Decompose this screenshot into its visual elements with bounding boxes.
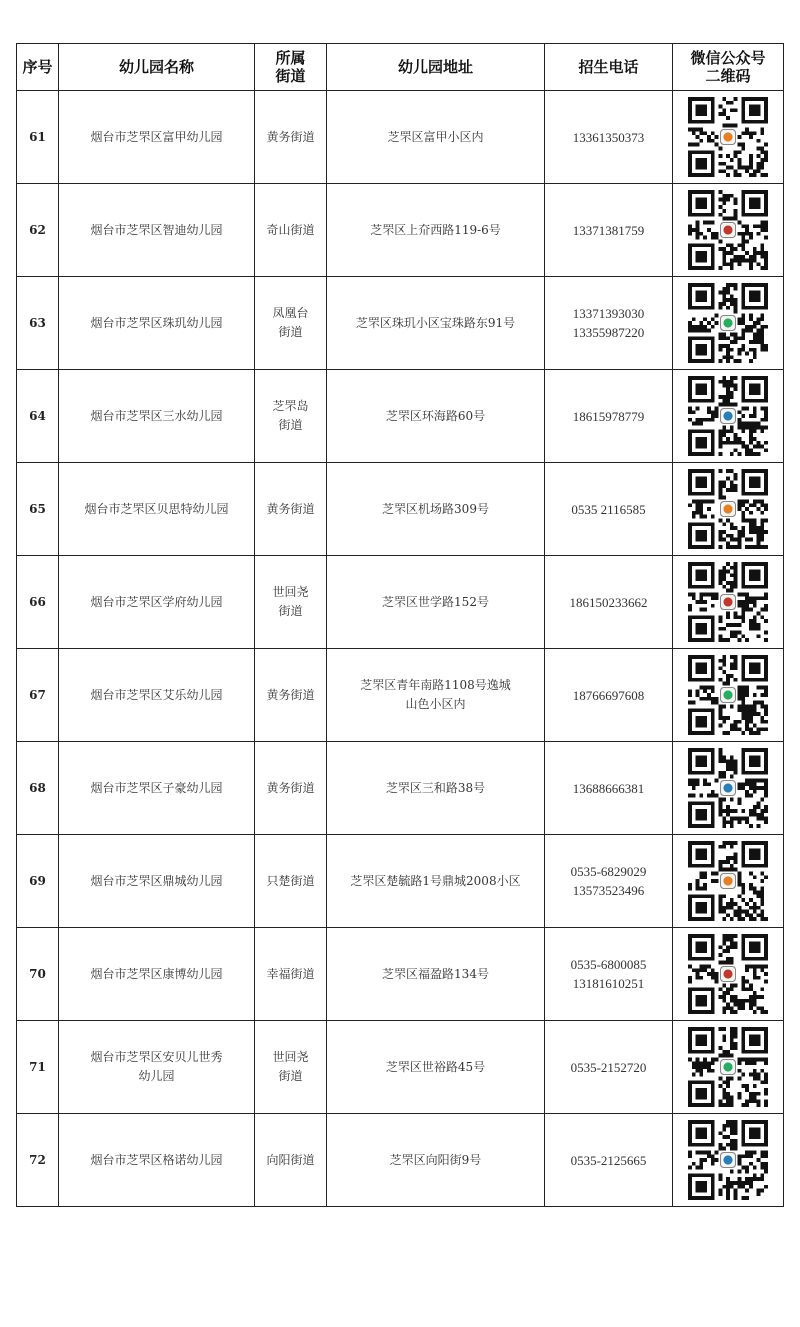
qr-code-icon[interactable] [688,655,768,735]
address-line: 芝罘区机场路309号 [382,501,489,516]
qr-code-icon[interactable] [688,376,768,456]
street-line: 世回尧 [272,1050,309,1064]
table-row [17,1021,784,1114]
street [255,928,327,1021]
address [327,277,545,370]
street [255,835,327,928]
kindergarten-name-line: 烟台市芝罘区艾乐幼儿园 [90,687,223,702]
address-line: 芝罘区富甲小区内 [387,129,484,144]
enrollment-phone [545,370,673,463]
street [255,742,327,835]
address [327,91,545,184]
phone-line: 13355987220 [572,325,645,340]
wechat-qr-cell [673,1114,784,1207]
kindergarten-name-line: 烟台市芝罘区珠玑幼儿园 [90,315,223,330]
enrollment-phone [545,91,673,184]
header-name: 幼儿园名称 [59,44,255,91]
wechat-qr-cell [673,649,784,742]
street-line: 黄务街道 [266,687,315,702]
address [327,370,545,463]
kindergarten-name [59,835,255,928]
address-line: 芝罘区向阳街9号 [389,1152,482,1167]
address-line: 山色小区内 [405,697,466,711]
kindergarten-name [59,1114,255,1207]
row-index: 63 [17,277,59,370]
row-index: 72 [17,1114,59,1207]
kindergarten-name [59,277,255,370]
row-index: 66 [17,556,59,649]
street-line: 芝罘岛 [272,399,309,413]
kindergarten-name-line: 烟台市芝罘区子豪幼儿园 [90,780,223,795]
kindergarten-name-line: 烟台市芝罘区智迪幼儿园 [90,222,223,237]
kindergarten-name-line: 烟台市芝罘区学府幼儿园 [90,594,223,609]
wechat-qr-cell [673,835,784,928]
header-row [17,44,784,91]
kindergarten-name-line: 烟台市芝罘区格诺幼儿园 [90,1152,223,1167]
address [327,1114,545,1207]
enrollment-phone [545,184,673,277]
wechat-qr-cell [673,91,784,184]
enrollment-phone [545,556,673,649]
street [255,277,327,370]
qr-code-icon[interactable] [688,97,768,177]
qr-code-icon[interactable] [688,190,768,270]
header-wechat-line: 二维码 [705,67,751,85]
address [327,928,545,1021]
table-row [17,370,784,463]
table-row [17,463,784,556]
phone-line: 0535-6800085 [570,957,647,972]
kindergarten-name [59,649,255,742]
enrollment-phone [545,1021,673,1114]
street [255,1114,327,1207]
street-line: 黄务街道 [266,501,315,516]
street [255,370,327,463]
qr-code-icon[interactable] [688,934,768,1014]
row-index: 70 [17,928,59,1021]
qr-code-icon[interactable] [688,283,768,363]
address-line: 芝罘区福盈路134号 [382,966,489,981]
street-line: 向阳街道 [266,1152,315,1167]
address-line: 芝罘区世裕路45号 [385,1059,486,1074]
table-row [17,835,784,928]
table-row [17,277,784,370]
row-index: 62 [17,184,59,277]
wechat-qr-cell [673,1021,784,1114]
phone-line: 13181610251 [572,976,645,991]
header-street-line: 街道 [275,67,306,85]
address [327,184,545,277]
kindergarten-name [59,742,255,835]
qr-code-icon[interactable] [688,841,768,921]
phone-line: 13361350373 [572,129,645,145]
street-line: 街道 [278,325,303,339]
street [255,463,327,556]
phone-line: 0535-2125665 [570,1152,647,1168]
kindergarten-name [59,463,255,556]
street-line: 世回尧 [272,585,309,599]
wechat-qr-cell [673,928,784,1021]
enrollment-phone [545,835,673,928]
kindergarten-name-line: 烟台市芝罘区贝思特幼儿园 [84,501,229,516]
phone-line: 13688666381 [572,780,645,796]
kindergarten-name [59,370,255,463]
phone-line: 0535-2152720 [570,1059,647,1075]
street-line: 幸福街道 [266,966,315,981]
table-row [17,556,784,649]
address-line: 芝罘区上夼西路119-6号 [370,222,501,237]
street-line: 黄务街道 [266,129,315,144]
phone-line: 13371381759 [572,222,645,238]
wechat-qr-cell [673,370,784,463]
enrollment-phone [545,1114,673,1207]
phone-line: 13371393030 [572,306,645,321]
street [255,91,327,184]
kindergarten-table [16,43,784,1207]
wechat-qr-cell [673,184,784,277]
address [327,463,545,556]
address-line: 芝罘区青年南路1108号逸城 [360,678,511,692]
row-index: 69 [17,835,59,928]
kindergarten-name [59,1021,255,1114]
street [255,649,327,742]
kindergarten-name-line: 幼儿园 [138,1069,175,1083]
street-line: 黄务街道 [266,780,315,795]
phone-line: 13573523496 [572,883,645,898]
row-index: 65 [17,463,59,556]
address [327,742,545,835]
enrollment-phone [545,742,673,835]
kindergarten-name-line: 烟台市芝罘区鼎城幼儿园 [90,873,223,888]
qr-code-icon[interactable] [688,1027,768,1107]
phone-line: 0535 2116585 [571,501,646,517]
address-line: 芝罘区珠玑小区宝珠路东91号 [355,315,516,330]
enrollment-phone [545,277,673,370]
address [327,1021,545,1114]
header-street-line: 所属 [275,49,306,67]
qr-code-icon[interactable] [688,1120,768,1200]
header-wechat [673,44,784,91]
qr-code-icon[interactable] [688,469,768,549]
street [255,556,327,649]
qr-code-icon[interactable] [688,748,768,828]
kindergarten-name-line: 烟台市芝罘区康博幼儿园 [90,966,223,981]
qr-code-icon[interactable] [688,562,768,642]
row-index: 67 [17,649,59,742]
address [327,835,545,928]
kindergarten-name-line: 烟台市芝罘区安贝儿世秀 [90,1050,223,1064]
kindergarten-name-line: 烟台市芝罘区富甲幼儿园 [90,129,223,144]
address-line: 芝罘区楚毓路1号鼎城2008小区 [350,873,521,888]
header-index: 序号 [17,44,59,91]
street-line: 奇山街道 [266,222,315,237]
street-line: 街道 [278,418,303,432]
kindergarten-name [59,928,255,1021]
phone-line: 18615978779 [572,408,645,424]
table-row [17,649,784,742]
kindergarten-name-line: 烟台市芝罘区三水幼儿园 [90,408,223,423]
address-line: 芝罘区三和路38号 [385,780,486,795]
header-wechat-line: 微信公众号 [690,49,766,67]
wechat-qr-cell [673,556,784,649]
enrollment-phone [545,463,673,556]
phone-line: 186150233662 [569,594,648,610]
wechat-qr-cell [673,277,784,370]
wechat-qr-cell [673,463,784,556]
address [327,556,545,649]
kindergarten-name [59,91,255,184]
enrollment-phone [545,649,673,742]
street-line: 凤凰台 [272,306,309,320]
phone-line: 18766697608 [572,687,645,703]
street-line: 只楚街道 [266,873,315,888]
header-address: 幼儿园地址 [327,44,545,91]
street [255,184,327,277]
address-line: 芝罘区环海路60号 [385,408,486,423]
address [327,649,545,742]
table-row [17,928,784,1021]
enrollment-phone [545,928,673,1021]
row-index: 68 [17,742,59,835]
street-line: 街道 [278,604,303,618]
row-index: 64 [17,370,59,463]
phone-line: 0535-6829029 [570,864,647,879]
street-line: 街道 [278,1069,303,1083]
table-row [17,742,784,835]
kindergarten-name [59,184,255,277]
table-row [17,184,784,277]
table-row [17,91,784,184]
header-street [255,44,327,91]
kindergarten-name [59,556,255,649]
header-phone: 招生电话 [545,44,673,91]
address-line: 芝罘区世学路152号 [382,594,489,609]
table-row [17,1114,784,1207]
wechat-qr-cell [673,742,784,835]
row-index: 71 [17,1021,59,1114]
street [255,1021,327,1114]
row-index: 61 [17,91,59,184]
